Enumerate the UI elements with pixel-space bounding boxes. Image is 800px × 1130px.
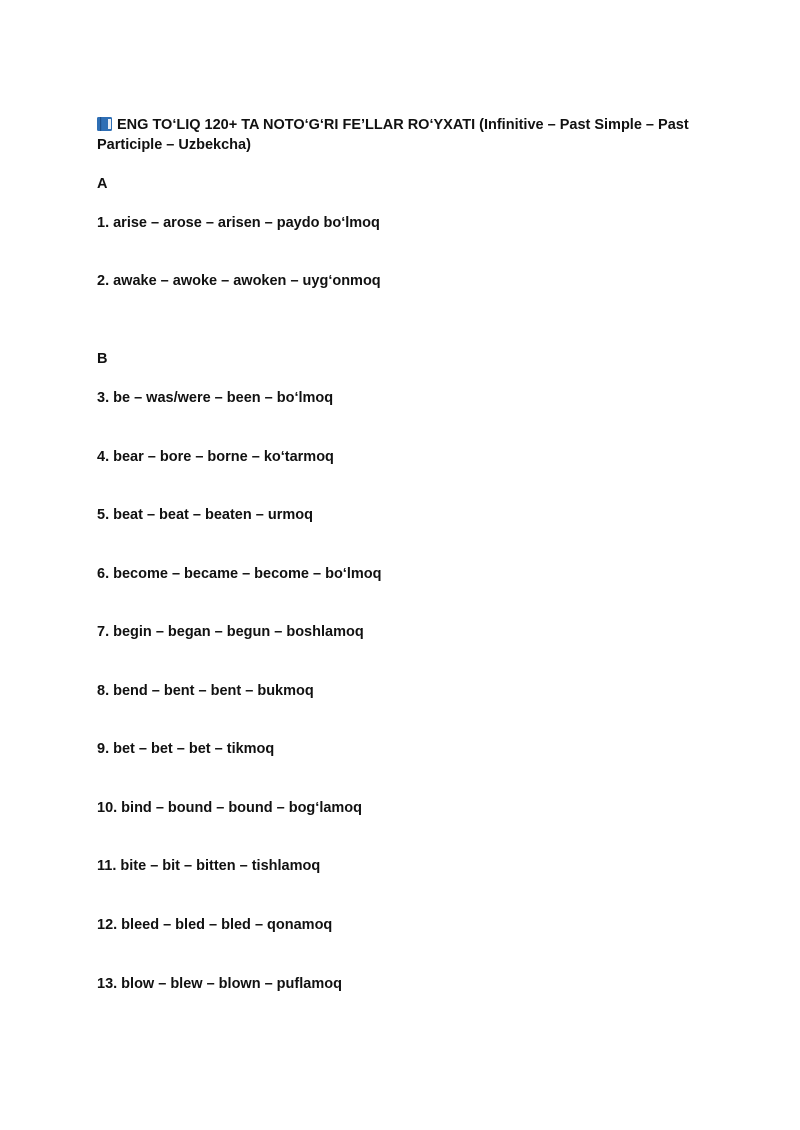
list-item: 5. beat – beat – beaten – urmoq [97,507,313,523]
list-item: 12. bleed – bled – bled – qonamoq [97,917,333,933]
blue-book-icon [97,117,112,131]
section-letter-a: A [97,176,108,192]
list-item: 13. blow – blew – blown – puflamoq [97,976,342,992]
document-title [97,115,717,155]
list-item: 8. bend – bent – bent – bukmoq [97,683,314,699]
list-item: 3. be – was/were – been – bo‘lmoq [97,390,334,406]
list-item: 7. begin – began – begun – boshlamoq [97,624,364,640]
list-item: 1. arise – arose – arisen – paydo bo‘lmoq [97,215,380,231]
list-item: 4. bear – bore – borne – ko‘tarmoq [97,449,334,465]
document-title-text: ENG TO‘LIQ 120+ TA NOTO‘G‘RI FE’LLAR RO‘YXATI (Infinitive – Past Simple – Past Participle – Uzbekcha) [97,117,689,153]
list-item: 2. awake – awoke – awoken – uyg‘onmoq [97,273,381,289]
list-item: 9. bet – bet – bet – tikmoq [97,741,275,757]
list-item: 11. bite – bit – bitten – tishlamoq [97,858,321,874]
list-item: 6. become – became – become – bo‘lmoq [97,566,382,582]
section-letter-b: B [97,351,108,367]
list-item: 10. bind – bound – bound – bog‘lamoq [97,800,363,816]
